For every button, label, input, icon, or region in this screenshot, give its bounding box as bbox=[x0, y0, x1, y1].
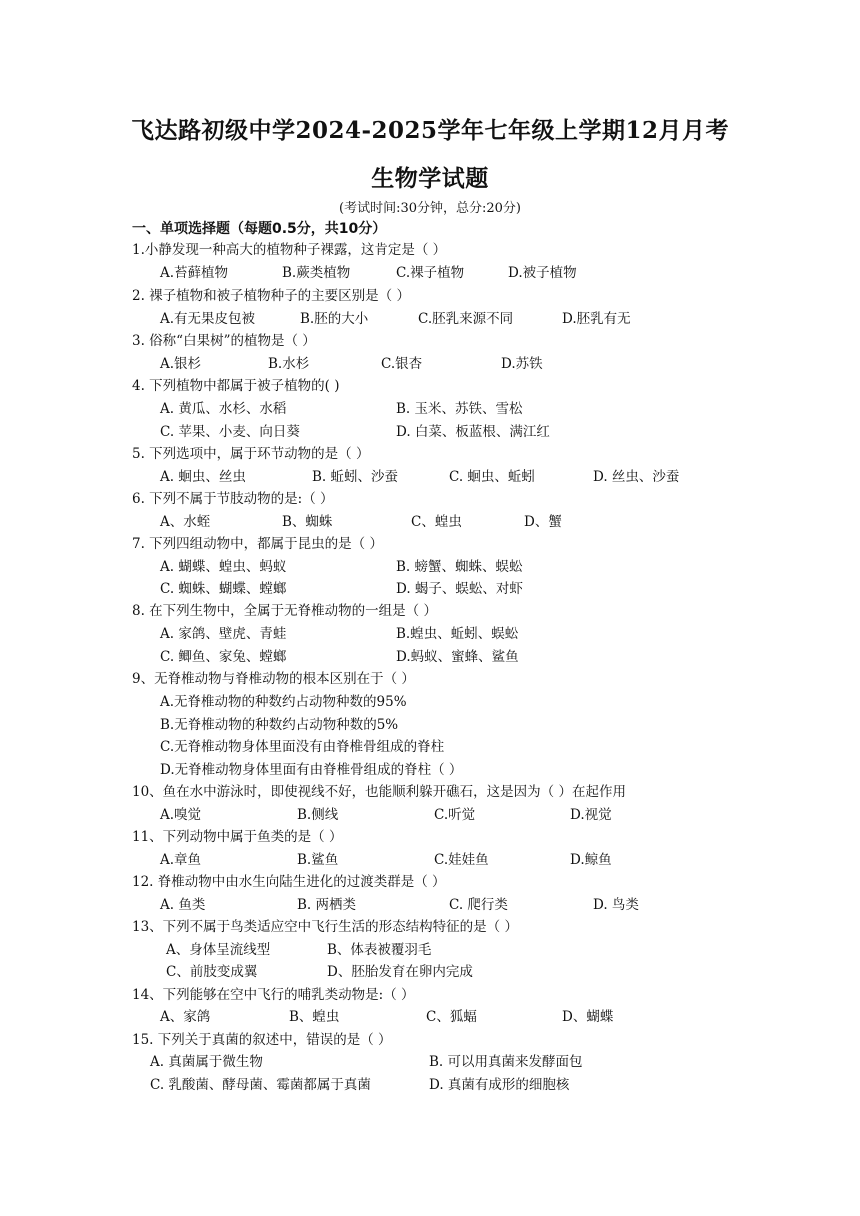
option-a: A. 真菌属于微生物 bbox=[150, 1054, 263, 1070]
option-b: B.无脊椎动物的种数约占动物种数的5% bbox=[160, 717, 399, 733]
question-stem: 8. 在下列生物中，全属于无脊椎动物的一组是（ ） bbox=[132, 603, 437, 619]
page-subtitle: 生物学试题 bbox=[371, 165, 489, 192]
question-stem: 13、下列不属于鸟类适应空中飞行生活的形态结构特征的是（ ） bbox=[132, 919, 518, 935]
option-a: A. 鱼类 bbox=[160, 897, 206, 913]
question-stem: 11、下列动物中属于鱼类的是（ ） bbox=[132, 829, 343, 845]
option-a: A.嗅觉 bbox=[160, 807, 202, 823]
option-b: B. 螃蟹、蜘蛛、蜈蚣 bbox=[396, 559, 523, 575]
option-c: C. 乳酸菌、酵母菌、霉菌都属于真菌 bbox=[150, 1077, 371, 1093]
option-d: D. 丝虫、沙蚕 bbox=[593, 469, 680, 485]
option-b: B.蕨类植物 bbox=[282, 265, 351, 281]
option-c: C.胚乳来源不同 bbox=[418, 311, 514, 327]
option-d: D、蝴蝶 bbox=[562, 1009, 614, 1025]
option-a: A. 蛔虫、丝虫 bbox=[160, 469, 246, 485]
option-a: A.章鱼 bbox=[160, 852, 202, 868]
question-stem: 4. 下列植物中都属于被子植物的( ) bbox=[132, 378, 340, 394]
option-c: C、狐蝠 bbox=[426, 1009, 477, 1025]
option-b: B、蜘蛛 bbox=[282, 514, 333, 530]
question-stem: 7. 下列四组动物中，都属于昆虫的是（ ） bbox=[132, 536, 383, 552]
option-b: B.胚的大小 bbox=[300, 311, 369, 327]
option-c: C.银杏 bbox=[381, 356, 423, 372]
option-c: C、蝗虫 bbox=[411, 514, 462, 530]
question-stem: 2. 裸子植物和被子植物种子的主要区别是（ ） bbox=[132, 288, 410, 304]
option-c: C.听觉 bbox=[434, 807, 476, 823]
option-d: D、蟹 bbox=[524, 514, 562, 530]
option-b: B. 蚯蚓、沙蚕 bbox=[312, 469, 399, 485]
option-d: D.无脊椎动物身体里面有由脊椎骨组成的脊柱（ ） bbox=[160, 762, 463, 778]
option-d: D. 鸟类 bbox=[593, 897, 639, 913]
option-a: A.无脊椎动物的种数约占动物种数的95% bbox=[160, 694, 407, 710]
option-b: B、蝗虫 bbox=[289, 1009, 340, 1025]
question-stem: 15. 下列关于真菌的叙述中，错误的是（ ） bbox=[132, 1032, 392, 1048]
option-c: C、前肢变成翼 bbox=[166, 964, 258, 980]
option-d: D. 白菜、板蓝根、满江红 bbox=[396, 424, 550, 440]
question-stem: 6. 下列不属于节肢动物的是:（ ） bbox=[132, 491, 334, 507]
option-c: C.娃娃鱼 bbox=[434, 852, 489, 868]
option-c: C. 蜘蛛、蝴蝶、螳螂 bbox=[160, 581, 287, 597]
question-stem: 9、无脊椎动物与脊椎动物的根本区别在于（ ） bbox=[132, 671, 415, 687]
question-stem: 3. 俗称“白果树”的植物是（ ） bbox=[132, 333, 316, 349]
question-stem: 5. 下列选项中，属于环节动物的是（ ） bbox=[132, 446, 370, 462]
option-d: D.苏铁 bbox=[501, 356, 543, 372]
question-stem: 10、鱼在水中游泳时，即使视线不好，也能顺利躲开礁石，这是因为（ ）在起作用 bbox=[132, 784, 626, 800]
option-d: D.鲸鱼 bbox=[570, 852, 612, 868]
option-b: B. 可以用真菌来发酵面包 bbox=[429, 1054, 583, 1070]
option-d: D.蚂蚁、蜜蜂、鲨鱼 bbox=[396, 649, 519, 665]
option-b: B.侧线 bbox=[297, 807, 339, 823]
option-d: D、胚胎发育在卵内完成 bbox=[327, 964, 473, 980]
option-b: B. 两栖类 bbox=[297, 897, 357, 913]
option-d: D.被子植物 bbox=[508, 265, 577, 281]
option-a: A.银杉 bbox=[160, 356, 202, 372]
question-stem: 1.小静发现一种高大的植物种子裸露，这肯定是（ ） bbox=[132, 242, 447, 258]
option-c: C.裸子植物 bbox=[396, 265, 465, 281]
option-a: A. 蝴蝶、蝗虫、蚂蚁 bbox=[160, 559, 287, 575]
question-stem: 14、下列能够在空中飞行的哺乳类动物是:（ ） bbox=[132, 987, 415, 1003]
exam-info: (考试时间:30分钟，总分:20分) bbox=[339, 201, 521, 216]
option-d: D.视觉 bbox=[570, 807, 612, 823]
option-c: C. 蛔虫、蚯蚓 bbox=[449, 469, 535, 485]
option-a: A. 家鸽、壁虎、青蛙 bbox=[160, 626, 287, 642]
option-a: A.苔藓植物 bbox=[160, 265, 229, 281]
option-c: C.无脊椎动物身体里面没有由脊椎骨组成的脊柱 bbox=[160, 739, 445, 755]
option-a: A. 黄瓜、水杉、水稻 bbox=[160, 401, 287, 417]
option-b: B.鲨鱼 bbox=[297, 852, 339, 868]
option-c: C. 苹果、小麦、向日葵 bbox=[160, 424, 300, 440]
option-a: A、身体呈流线型 bbox=[166, 942, 271, 958]
option-d: D. 真菌有成形的细胞核 bbox=[429, 1077, 570, 1093]
option-a: A.有无果皮包被 bbox=[160, 311, 256, 327]
option-b: B.水杉 bbox=[268, 356, 310, 372]
option-b: B、体表被覆羽毛 bbox=[327, 942, 432, 958]
option-a: A、家鸽 bbox=[160, 1009, 211, 1025]
option-b: B.蝗虫、蚯蚓、蜈蚣 bbox=[396, 626, 519, 642]
section-heading: 一、单项选择题（每题0.5分，共10分） bbox=[132, 221, 387, 237]
option-c: C. 鲫鱼、家兔、螳螂 bbox=[160, 649, 287, 665]
option-a: A、水蛭 bbox=[160, 514, 211, 530]
question-stem: 12. 脊椎动物中由水生向陆生进化的过渡类群是（ ） bbox=[132, 874, 446, 890]
option-d: D. 蝎子、蜈蚣、对虾 bbox=[396, 581, 523, 597]
option-d: D.胚乳有无 bbox=[562, 311, 631, 327]
option-b: B. 玉米、苏铁、雪松 bbox=[396, 401, 523, 417]
page-title: 飞达路初级中学2024-2025学年七年级上学期12月月考 bbox=[130, 117, 730, 144]
option-c: C. 爬行类 bbox=[449, 897, 508, 913]
